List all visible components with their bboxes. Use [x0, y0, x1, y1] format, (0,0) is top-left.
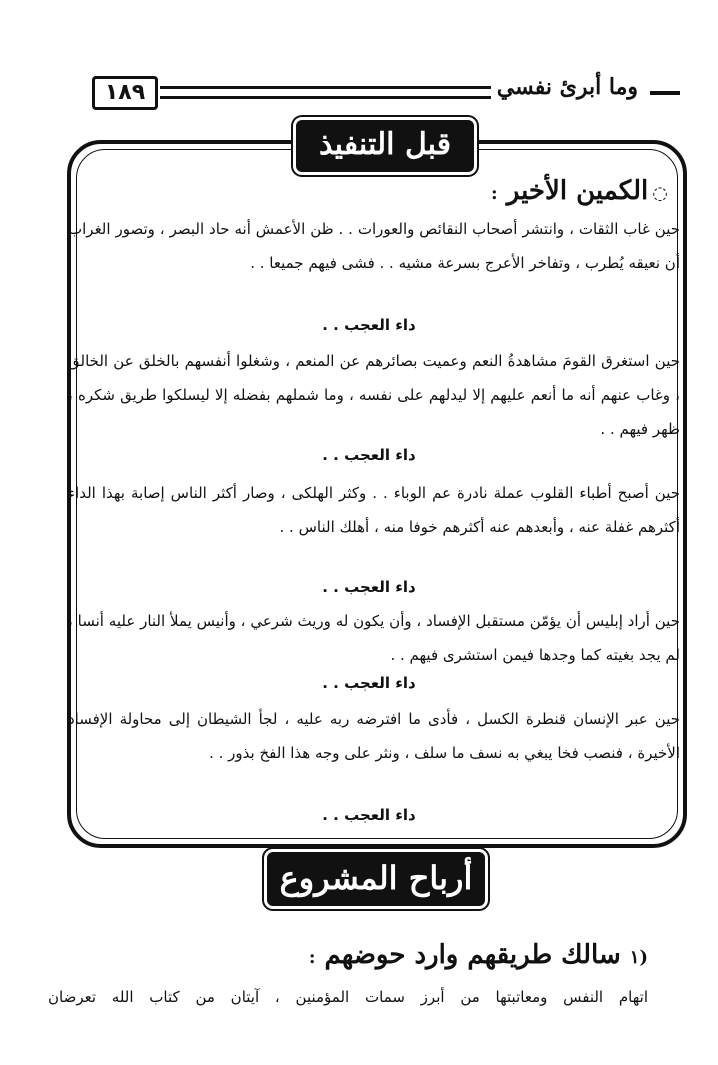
header-dash: [650, 91, 680, 95]
page-number: ١٨٩: [92, 76, 158, 110]
page-header: [70, 70, 680, 120]
heading-text: الكمين الأخير: [506, 176, 649, 206]
subsection-colon: :: [308, 947, 316, 968]
section-banner-before-execution: قبل التنفيذ: [296, 120, 474, 172]
paragraph: حين أصبح أطباء القلوب عملة نادرة عم الوباء . . وكثر الهلكى ، وصار أكثر الناس إصابة بهذا الداء أكثرهم غفلة عنه ، وأبعدهم عنه أكثرهم خوفا منه ، أهلك الناس . .: [68, 484, 680, 536]
heading-mark: ◌: [652, 183, 668, 204]
refrain: داء العجب . .: [322, 578, 416, 596]
subsection-heading-text: سالك طريقهم وارد حوضهم: [324, 940, 621, 970]
refrain: داء العجب . .: [322, 806, 416, 824]
subsection-number: (١: [629, 947, 648, 968]
paragraph: حين استغرق القومَ مشاهدةُ النعم وعميت بصائرهم عن المنعم ، وشغلوا أنفسهم بالخلق عن الخالق ، وغاب عنهم أنه ما أنعم عليهم إلا ليدلهم على نفسه ، وما شملهم بفضله إلا ليسلكوا طريق شكره ، ظهر فيهم . .: [68, 352, 680, 438]
refrain: داء العجب . .: [322, 446, 416, 464]
refrain: داء العجب . .: [322, 674, 416, 692]
paragraph: حين أراد إبليس أن يؤمّن مستقبل الإفساد ، وأن يكون له وريث شرعي ، وأنيس يملأ النار عليه أنسا ، لم يجد بغيته كما وجدها فيمن استشرى فيهم . .: [68, 612, 680, 664]
refrain: داء العجب . .: [322, 316, 416, 334]
paragraph: حين غاب الثقات ، وانتشر أصحاب النقائص والعورات . . ظن الأعمش أنه حاد البصر ، وتصور الغراب أن نعيقه يُطرب ، وتفاخر الأعرج بسرعة مشيه . . فشى فيهم جميعا . .: [68, 220, 680, 272]
section-heading: [491, 176, 668, 206]
book-title: وما أبرئ نفسي: [491, 74, 644, 100]
subsection-heading: [309, 940, 648, 970]
paragraph: اتهام النفس ومعاتبتها من أبرز سمات المؤمنين ، آيتان من كتاب الله تعرضان: [48, 988, 648, 1006]
heading-colon: :: [491, 183, 498, 204]
section-banner-project-profits: أرباح المشروع: [267, 852, 485, 906]
paragraph: حين عبر الإنسان قنطرة الكسل ، فأدى ما افترضه ربه عليه ، لجأ الشيطان إلى محاولة الإفساد الأخيرة ، فنصب فخا يبغي به نسف ما سلف ، ونثر على وجه هذا الفخ بذور . .: [68, 710, 680, 762]
